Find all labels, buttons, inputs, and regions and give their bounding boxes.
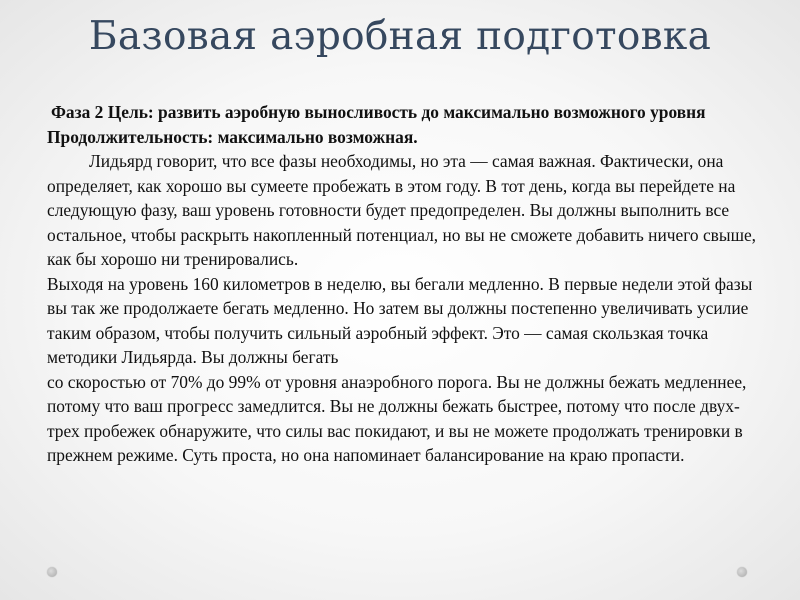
body-paragraph-3: со скоростью от 70% до 99% от уровня анаэробного порога. Вы не должны бежать медленнее, потому что ваш прогресс замедлится. Вы не должны бежать быстрее, потому что после двух-трех пробежек обнаружите, что силы вас покидают, и вы не можете продолжать тренировки в прежнем режиме. Суть проста, но она напоминает балансирование на краю пропасти. (47, 371, 747, 465)
duration-line: Продолжительность: максимально возможная. (47, 126, 418, 147)
corner-dot-left (47, 567, 57, 577)
slide-body (47, 100, 767, 468)
body-paragraph-2: Выходя на уровень 160 километров в неделю, вы бегали медленно. В первые недели этой фазы вы так же продолжаете бегать медленно. Но затем вы должны постепенно увеличивать усилие таким образом, чтобы получить сильный аэробный эффект. Это — самая скользкая точка методики Лидьярда. Вы должны бегать (47, 273, 753, 367)
phase-goal-line: Фаза 2 Цель: развить аэробную выносливость до максимально возможного уровня (51, 102, 706, 122)
slide-title: Базовая аэробная подготовка (88, 14, 712, 59)
body-paragraph-1: Лидьярд говорит, что все фазы необходимы, но эта — самая важная. Фактически, она определяет, как хорошо вы сумеете пробежать в этом году. В тот день, когда вы перейдете на следующую фазу, ваш уровень готовности будет предопределен. Вы должны выполнить все остальное, чтобы раскрыть накопленный потенциал, но вы не сможете добавить ничего свыше, как бы хорошо ни тренировались. (47, 151, 757, 269)
corner-dot-right (737, 567, 747, 577)
